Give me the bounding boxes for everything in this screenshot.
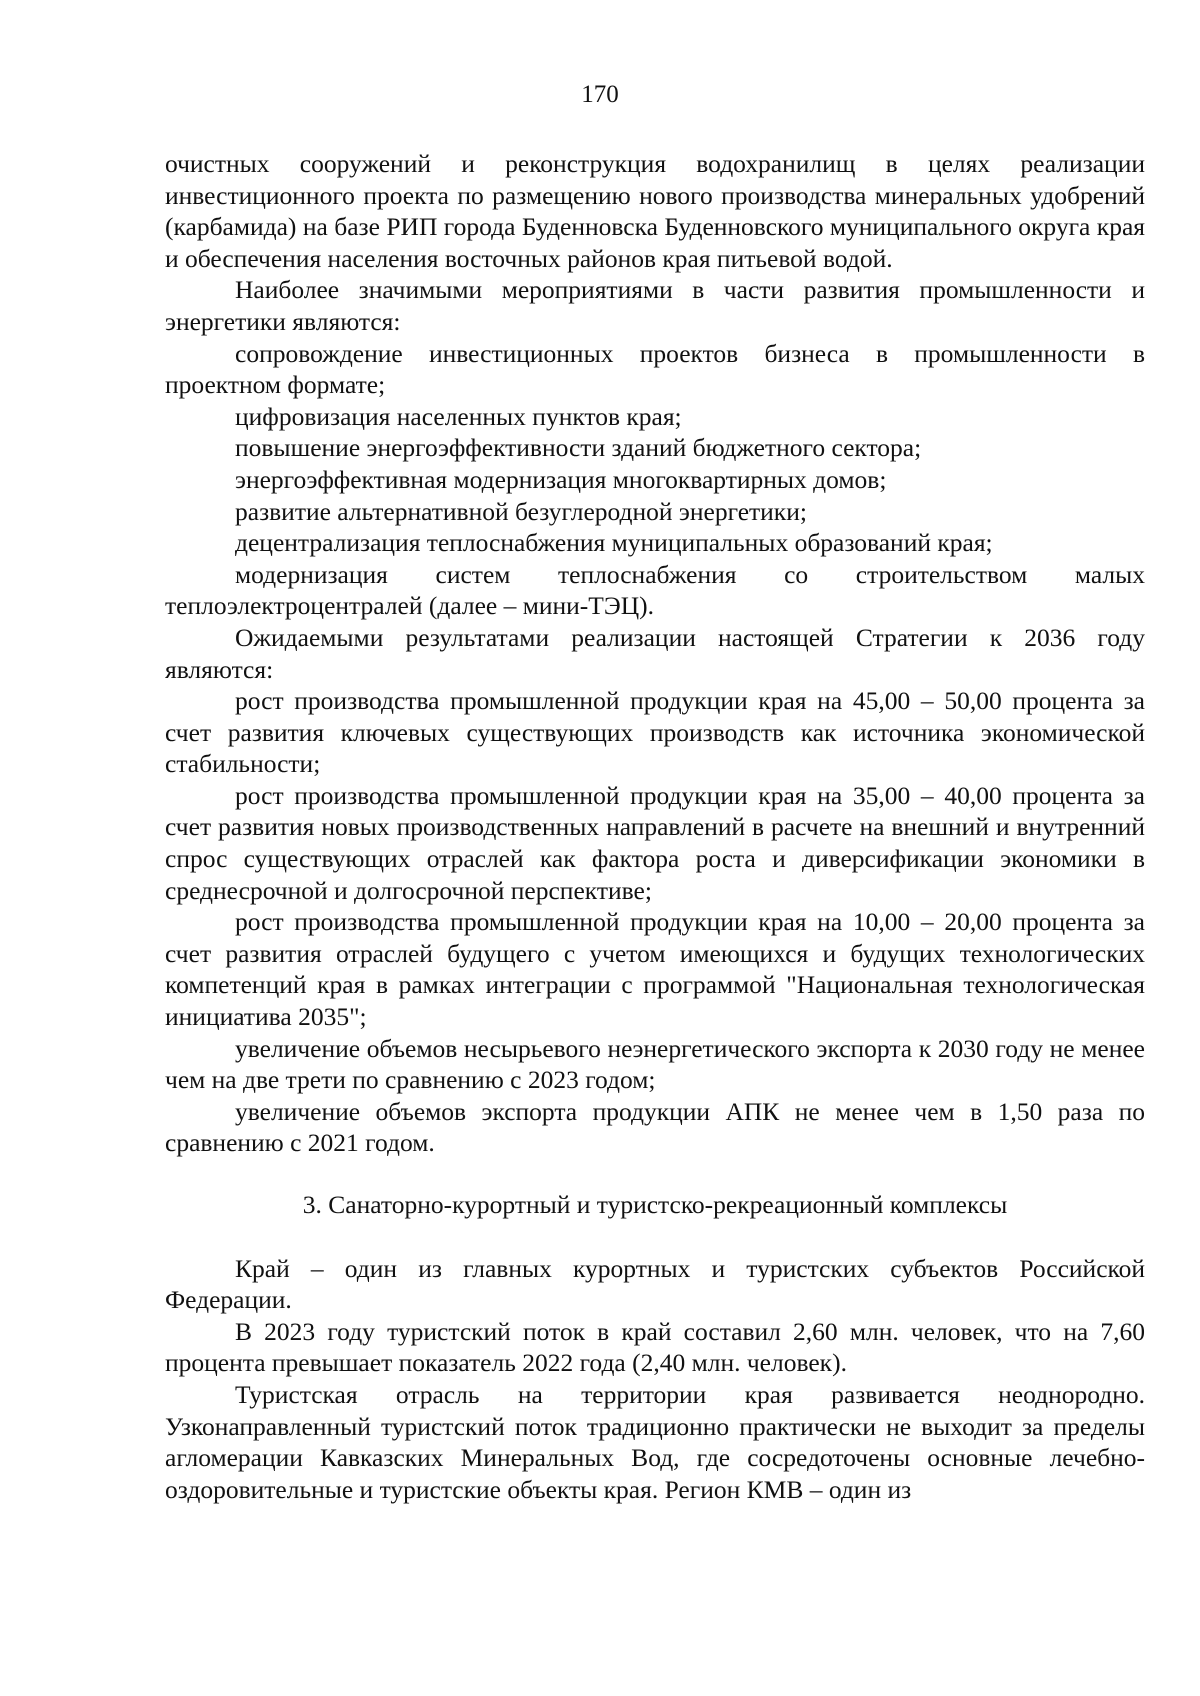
- document-body: [165, 148, 1145, 1505]
- list-item-measure: энергоэффективная модернизация многоквартирных домов;: [235, 464, 887, 494]
- list-item-result: рост производства промышленной продукции края на 45,00 – 50,00 процента за счет развития ключевых существующих производств как источника экономической стабильности;: [165, 686, 1145, 779]
- paragraph-results-intro: Ожидаемыми результатами реализации настоящей Стратегии к 2036 году являются:: [165, 622, 1145, 684]
- paragraph-tourist-flow: В 2023 году туристский поток в край составил 2,60 млн. человек, что на 7,60 процента превышает показатель 2022 года (2,40 млн. человек).: [165, 1316, 1145, 1378]
- paragraph-continuation: очистных сооружений и реконструкция водохранилищ в целях реализации инвестиционного проекта по размещению нового производства минеральных удобрений (карбамида) на базе РИП города Буденновска Буденновского муниципального округа края и обеспечения населения восточных районов края питьевой водой.: [165, 149, 1145, 273]
- list-item-measure: сопровождение инвестиционных проектов бизнеса в промышленности в проектном формате;: [165, 338, 1145, 400]
- list-item-result: рост производства промышленной продукции края на 10,00 – 20,00 процента за счет развития отраслей будущего с учетом имеющихся и будущих технологических компетенций края в рамках интеграции с программой "Национальная технологическая инициатива 2035";: [165, 907, 1145, 1032]
- paragraph-tourism-industry: Туристская отрасль на территории края развивается неоднородно. Узконаправленный туристский поток традиционно практически не выходит за пределы агломерации Кавказских Минеральных Вод, где сосредоточены основные лечебно-оздоровительные и туристские объекты края. Регион КМВ – один из: [165, 1379, 1145, 1504]
- paragraph-measures-intro: Наиболее значимыми мероприятиями в части развития промышленности и энергетики являются:: [165, 275, 1145, 336]
- list-item-measure: повышение энергоэффективности зданий бюджетного сектора;: [235, 433, 922, 463]
- list-item-result: увеличение объемов несырьевого неэнергетического экспорта к 2030 году не менее чем на две трети по сравнению с 2023 годом;: [165, 1033, 1145, 1095]
- list-item-measure: развитие альтернативной безуглеродной энергетики;: [235, 496, 807, 526]
- section-heading: 3. Санаторно-курортный и туристско-рекреационный комплексы: [302, 1190, 1008, 1219]
- list-item-measure: децентрализация теплоснабжения муниципальных образований края;: [235, 528, 993, 558]
- list-item-result: рост производства промышленной продукции края на 35,00 – 40,00 процента за счет развития новых производственных направлений в расчете на внешний и внутренний спрос существующих отраслей как фактора роста и диверсификации экономики в среднесрочной и долгосрочной перспективе;: [165, 780, 1145, 905]
- paragraph-region-intro: Край – один из главных курортных и туристских субъектов Российской Федерации.: [165, 1253, 1145, 1315]
- list-item-result: увеличение объемов экспорта продукции АПК не менее чем в 1,50 раза по сравнению с 2021 годом.: [165, 1096, 1145, 1158]
- page-number: 170: [581, 81, 619, 108]
- list-item-measure: модернизация систем теплоснабжения со строительством малых теплоэлектроцентралей (далее – мини-ТЭЦ).: [165, 559, 1145, 621]
- list-item-measure: цифровизация населенных пунктов края;: [235, 401, 682, 431]
